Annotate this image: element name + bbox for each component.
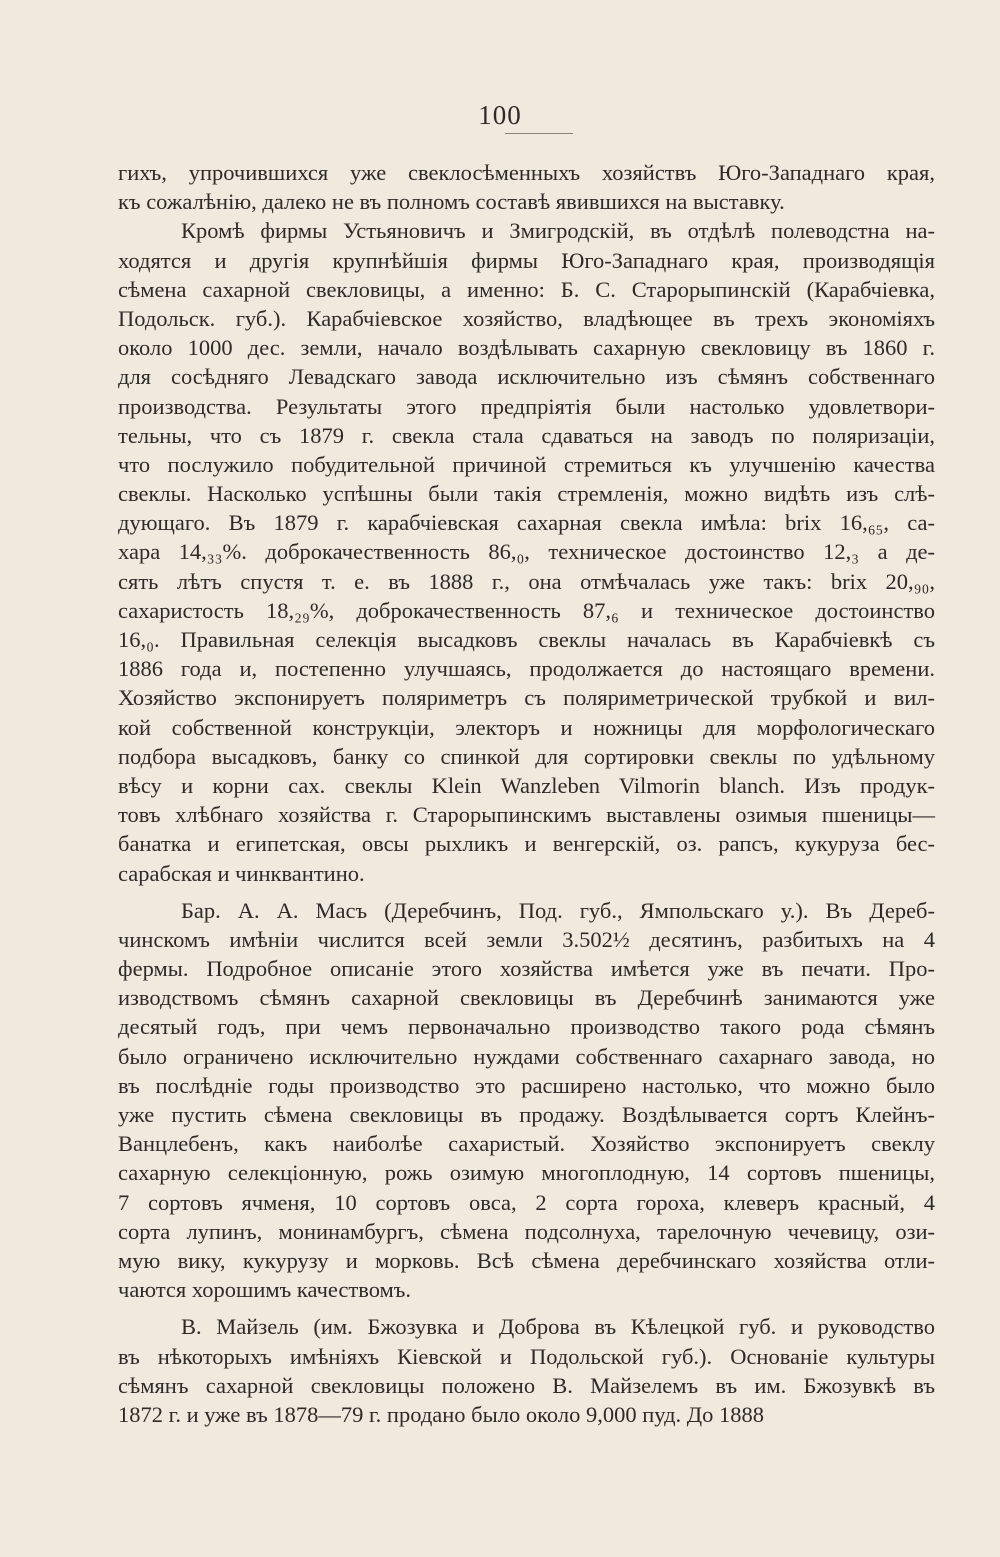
- text-line: товъ хлѣбнаго хозяйства г. Старорыпинскимъ выставлены озимыя пшеницы—: [118, 802, 935, 828]
- paragraph-gap: [118, 888, 935, 896]
- text-line: вѣсу и корни сах. свеклы Klein Wanzleben Vilmorin blanch. Изъ продук-: [118, 772, 935, 798]
- text-line: 7 сортовъ ячменя, 10 сортовъ овса, 2 сорта гороха, клеверъ красный, 4: [118, 1189, 935, 1215]
- text-line: для сосѣдняго Левадскаго завода исключительно изъ сѣмянъ собственнаго: [118, 364, 935, 390]
- text-line: гихъ, упрочившихся уже свеклосѣменныхъ хозяйствъ Юго-Западнаго края,: [118, 160, 935, 185]
- text-line: чинскомъ имѣніи числится всей земли 3.502½ десятинъ, разбитыхъ на 4: [118, 926, 935, 952]
- text-line: десятый годъ, при чемъ первоначально производство такого рода сѣмянъ: [118, 1014, 935, 1040]
- text-line: мую вику, кукурузу и морковь. Всѣ сѣмена деребчинскаго хозяйства отли-: [118, 1247, 935, 1273]
- text-line: въ послѣдніе годы производство это расширено настолько, что можно было: [118, 1072, 935, 1098]
- text-line: Бар. А. А. Масъ (Деребчинъ, Под. губ., Ямпольскаго у.). Въ Дереб-: [181, 897, 935, 923]
- text-line: сять лѣтъ спустя т. е. въ 1888 г., она отмѣчалась уже такъ: brix 20,₉₀,: [118, 568, 935, 594]
- text-line: сахаристость 18,₂₉%, доброкачественность 87,₆ и техническое достоинство: [118, 597, 935, 623]
- text-line: дующаго. Въ 1879 г. карабчіевская сахарная свекла имѣла: brix 16,₆₅, са-: [118, 510, 935, 536]
- text-line: хара 14,₃₃%. доброкачественность 86,₀, техническое достоинство 12,₃ а де-: [118, 539, 935, 565]
- text-line: въ нѣкоторыхъ имѣніяхъ Кіевской и Подольской губ.). Основаніе культуры: [118, 1343, 935, 1369]
- text-line: свеклы. Насколько успѣшны были такія стремленія, можно видѣть изъ слѣ-: [118, 481, 935, 507]
- paragraph: [118, 1312, 935, 1429]
- text-line: сорта лупинъ, монинамбургъ, сѣмена подсолнуха, тарелочную чечевицу, ози-: [118, 1218, 935, 1244]
- text-line: тельны, что съ 1879 г. свекла стала сдаваться на заводъ по поляризаціи,: [118, 422, 935, 448]
- text-line: уже пустить сѣмена свекловицы въ продажу. Воздѣлывается сортъ Клейнъ-: [118, 1102, 935, 1127]
- text-line: сахарную селекціонную, рожь озимую многоплодную, 14 сортовъ пшеницы,: [118, 1160, 935, 1186]
- text-line: ходятся и другія крупнѣйшія фирмы Юго-Западнаго края, производящія: [118, 247, 935, 273]
- page-number-rule: [505, 133, 573, 134]
- text-line: 16,₀. Правильная селекція высадковъ свеклы началась въ Карабчіевкѣ съ: [118, 627, 935, 652]
- text-line: сѣмянъ сахарной свекловицы положено В. Майзелемъ въ им. Бжозувкѣ въ: [118, 1372, 935, 1398]
- text-line: къ сожалѣнію, далеко не въ полномъ составѣ явившихся на выставку.: [118, 189, 785, 215]
- text-line: Кромѣ фирмы Устьяновичъ и Змигродскій, въ отдѣлѣ полеводстна на-: [181, 218, 935, 244]
- text-line: банатка и египетская, овсы рыхликъ и венгерскій, оз. рапсъ, кукуруза бес-: [118, 831, 935, 857]
- body-text: [118, 158, 935, 1429]
- text-line: сарабская и чинквантино.: [118, 860, 365, 886]
- text-line: 1886 года и, постепенно улучшаясь, продолжается до настоящаго времени.: [118, 656, 935, 682]
- text-line: кой собственной конструкціи, электоръ и ножницы для морфологическаго: [118, 714, 935, 740]
- paragraph: [118, 896, 935, 1305]
- text-line: фермы. Подробное описаніе этого хозяйства имѣется уже въ печати. Про-: [118, 956, 935, 982]
- text-line: что послужило побудительной причиной стремиться къ улучшенію качества: [118, 451, 935, 477]
- text-line: подбора высадковъ, банку со спинкой для сортировки свеклы по удѣльному: [118, 743, 935, 769]
- text-line: изводствомъ сѣмянъ сахарной свекловицы въ Деребчинѣ занимаются уже: [118, 985, 935, 1011]
- paragraph: [118, 216, 935, 887]
- text-line: 1872 г. и уже въ 1878—79 г. продано было около 9,000 пуд. До 1888: [118, 1401, 764, 1427]
- text-line: производства. Результаты этого предпріятія были настолько удовлетвори-: [118, 393, 935, 419]
- text-line: было ограничено исключительно нуждами собственнаго сахарнаго завода, но: [118, 1043, 935, 1069]
- paragraph: [118, 158, 935, 216]
- text-line: сѣмена сахарной свекловицы, а именно: Б. С. Старорыпинскій (Карабчіевка,: [118, 276, 935, 302]
- page-number: 100: [478, 100, 522, 130]
- text-line: Ванцлебенъ, какъ наиболѣе сахаристый. Хозяйство экспонируетъ свеклу: [118, 1131, 935, 1157]
- paragraph-gap: [118, 1304, 935, 1312]
- text-line: около 1000 дес. земли, начало воздѣлывать сахарную свекловицу въ 1860 г.: [118, 335, 935, 361]
- text-line: Подольск. губ.). Карабчіевское хозяйство, владѣющее въ трехъ экономіяхъ: [118, 305, 935, 331]
- text-line: Хозяйство экспонируетъ поляриметръ съ поляриметрической трубкой и вил-: [118, 685, 935, 711]
- text-line: В. Майзель (им. Бжозувка и Доброва въ Кѣлецкой губ. и руководство: [181, 1314, 935, 1340]
- text-line: чаются хорошимъ качествомъ.: [118, 1277, 412, 1303]
